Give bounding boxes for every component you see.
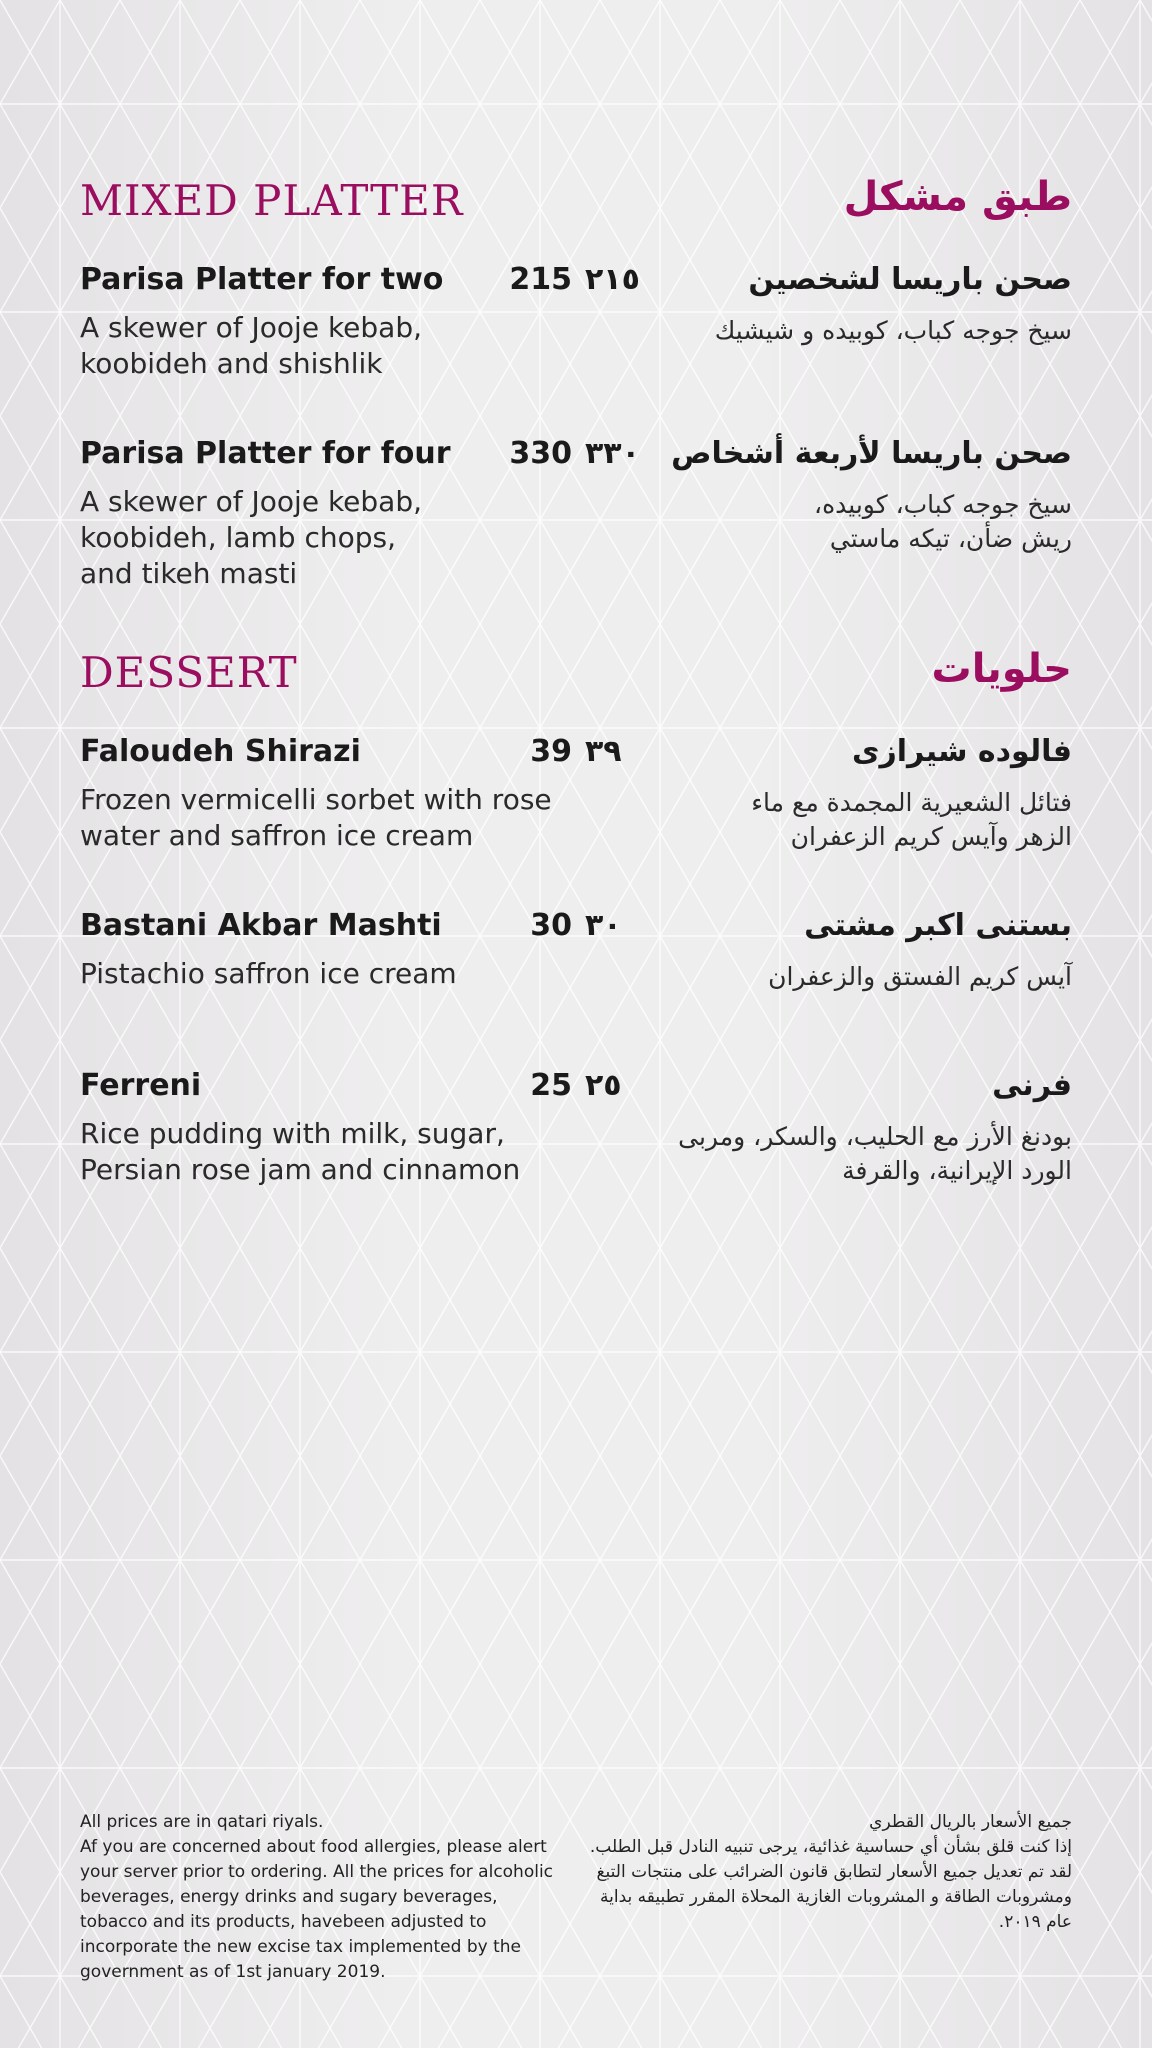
item-desc-ferreni: Rice pudding with milk, sugar, Persian rose jam and cinnamon: [80, 1117, 521, 1186]
item-price-ar-faloudeh: ٣٩: [585, 734, 622, 769]
item-desc-ar-faloudeh: فتائل الشعيرية المجمدة مع ماء الزهر وآيس كريم الزعفران: [751, 788, 1072, 851]
item-price-ar-parisa-four: ٣٣٠: [585, 436, 640, 471]
item-name-ar-parisa-four: صحن باريسا لأربعة أشخاص: [671, 436, 1072, 471]
item-name-ar-parisa-two: صحن باريسا لشخصين: [748, 262, 1072, 297]
item-name-parisa-two: Parisa Platter for two: [80, 262, 444, 297]
item-name-ar-bastani: بستنى اكبر مشتى: [804, 908, 1072, 943]
item-desc-parisa-two: A skewer of Jooje kebab, koobideh and shishlik: [80, 311, 422, 380]
item-price-ferreni: 25: [530, 1068, 572, 1103]
item-price-parisa-two: 215: [509, 262, 572, 297]
item-name-faloudeh: Faloudeh Shirazi: [80, 734, 361, 769]
section-title-mixed-platter: MIXED PLATTER: [80, 176, 464, 225]
item-desc-faloudeh: Frozen vermicelli sorbet with rose water and saffron ice cream: [80, 783, 552, 852]
item-price-parisa-four: 330: [509, 436, 572, 471]
item-name-ar-faloudeh: فالوده شيرازى: [852, 734, 1072, 769]
item-desc-ar-bastani: آيس كريم الفستق والزعفران: [768, 962, 1072, 991]
item-price-ar-bastani: ٣٠: [585, 908, 622, 943]
footer-note-en: All prices are in qatari riyals. Af you are concerned about food allergies, please alert your server prior to ordering. All the prices for alcoholic beverages, energy drinks and sugary beverages, tobacco and its products, havebeen adjusted to incorporate the new excise tax implemented by the government as of 1st january 2019.: [80, 1812, 554, 1982]
item-price-ar-ferreni: ٢٥: [585, 1068, 622, 1103]
item-name-ar-ferreni: فرنى: [992, 1068, 1072, 1103]
item-price-ar-parisa-two: ٢١٥: [585, 262, 640, 297]
item-price-faloudeh: 39: [530, 734, 572, 769]
section-title-ar-dessert: حلويات: [931, 646, 1072, 692]
item-price-bastani: 30: [530, 908, 572, 943]
item-desc-parisa-four: A skewer of Jooje kebab, koobideh, lamb chops, and tikeh masti: [80, 485, 422, 590]
item-name-parisa-four: Parisa Platter for four: [80, 436, 451, 471]
item-desc-ar-parisa-four: سيخ جوجه كباب، كوبيده، ريش ضأن، تيكه ماستي: [814, 490, 1072, 553]
item-desc-ar-ferreni: بودنغ الأرز مع الحليب، والسكر، ومربى الورد الإيرانية، والقرفة: [678, 1122, 1072, 1185]
item-name-bastani: Bastani Akbar Mashti: [80, 908, 442, 943]
footer-note-ar: جميع الأسعار بالريال القطري إذا كنت قلق بشأن أي حساسية غذائية، يرجى تنبيه النادل قبل الطلب. لقد تم تعديل جميع الأسعار لتطابق قانون الضرائب على منتجات التبغ ومشروبات الطاقة و المشروبات الغازية المحلاة المقرر تطبيقه بداية عام ٢٠١٩.: [589, 1812, 1072, 1932]
section-title-ar-mixed-platter: طبق مشكل: [843, 174, 1072, 220]
item-name-ferreni: Ferreni: [80, 1068, 202, 1103]
item-desc-ar-parisa-two: سيخ جوجه كباب، كوبيده و شيشيك: [714, 316, 1072, 345]
item-desc-bastani: Pistachio saffron ice cream: [80, 957, 457, 990]
section-title-dessert: DESSERT: [80, 648, 298, 697]
